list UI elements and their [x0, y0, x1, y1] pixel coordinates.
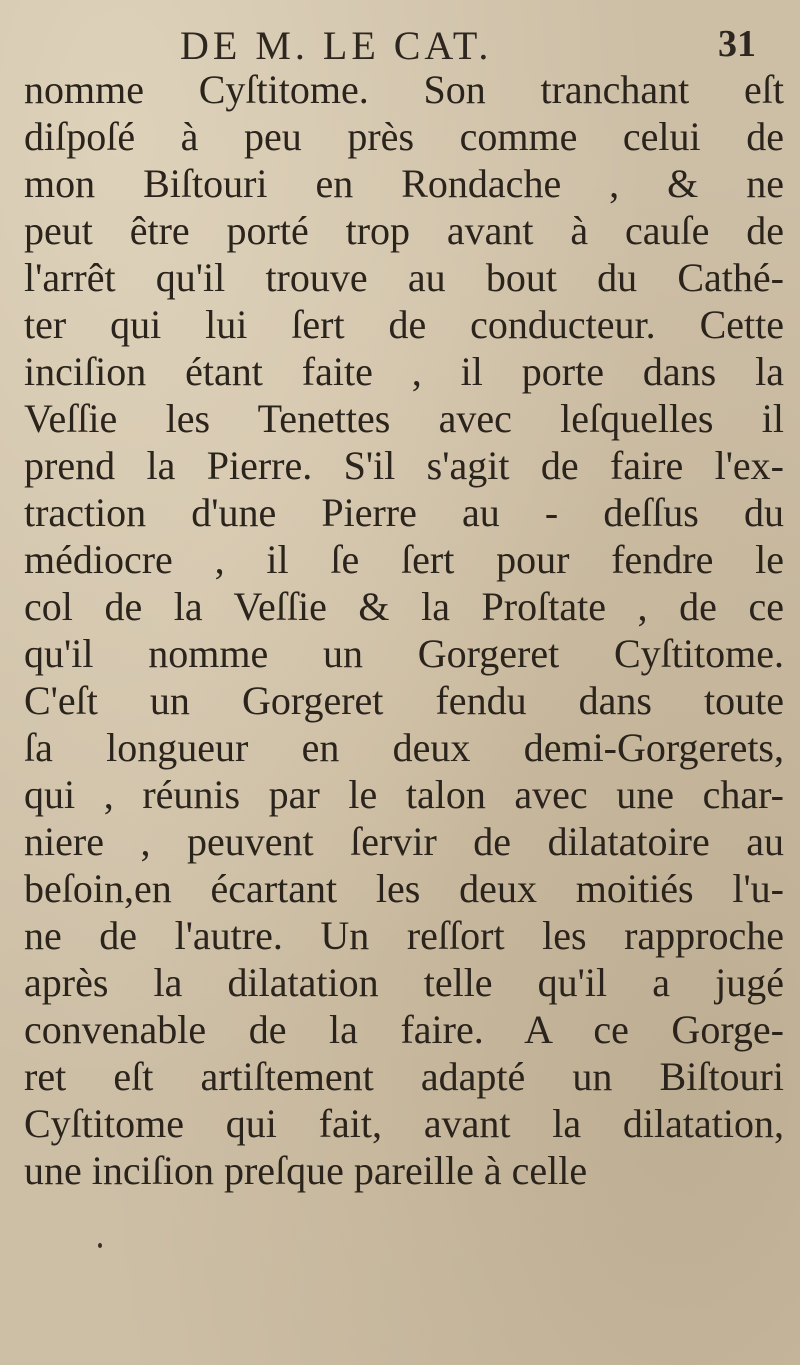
- paper-speck: [98, 1243, 102, 1248]
- text-line: beſoin,en écartant les deux moitiés l'u-: [24, 866, 784, 911]
- text-line: Cyſtitome qui fait, avant la dilatation,: [24, 1101, 784, 1146]
- text-line: une inciſion preſque pareille à celle: [24, 1148, 588, 1193]
- text-line: ne de l'autre. Un reſſort les rapproche: [24, 913, 784, 958]
- text-line: ſa longueur en deux demi-Gorgerets,: [24, 725, 784, 770]
- text-line: C'eſt un Gorgeret fendu dans toute: [24, 678, 784, 723]
- running-head: DE M. LE CAT.: [180, 23, 493, 68]
- text-line: col de la Veſſie & la Proſtate , de ce: [24, 584, 784, 629]
- text-line: l'arrêt qu'il trouve au bout du Cathé-: [24, 255, 784, 300]
- text-line: qu'il nomme un Gorgeret Cyſtitome.: [24, 631, 784, 676]
- page-header: [0, 16, 800, 66]
- text-line: médiocre , il ſe ſert pour fendre le: [24, 537, 784, 582]
- text-line: ter qui lui ſert de conducteur. Cette: [24, 302, 784, 347]
- text-line: inciſion étant faite , il porte dans la: [24, 349, 784, 394]
- text-line: mon Biſtouri en Rondache , & ne: [24, 161, 784, 206]
- page-number: 31: [718, 23, 756, 65]
- text-line: traction d'une Pierre au - deſſus du: [24, 490, 784, 535]
- text-line: convenable de la faire. A ce Gorge-: [24, 1007, 784, 1052]
- text-line: Veſſie les Tenettes avec leſquelles il: [24, 396, 784, 441]
- text-line: qui , réunis par le talon avec une char-: [24, 772, 784, 817]
- text-line: prend la Pierre. S'il s'agit de faire l'ex-: [24, 443, 784, 488]
- text-line: après la dilatation telle qu'il a jugé: [24, 960, 784, 1005]
- text-line: nomme Cyſtitome. Son tranchant eſt: [24, 67, 784, 112]
- text-line: niere , peuvent ſervir de dilatatoire au: [24, 819, 784, 864]
- text-line: diſpoſé à peu près comme celui de: [24, 114, 784, 159]
- text-line: peut être porté trop avant à cauſe de: [24, 208, 784, 253]
- text-line: ret eſt artiſtement adapté un Biſtouri: [24, 1054, 784, 1099]
